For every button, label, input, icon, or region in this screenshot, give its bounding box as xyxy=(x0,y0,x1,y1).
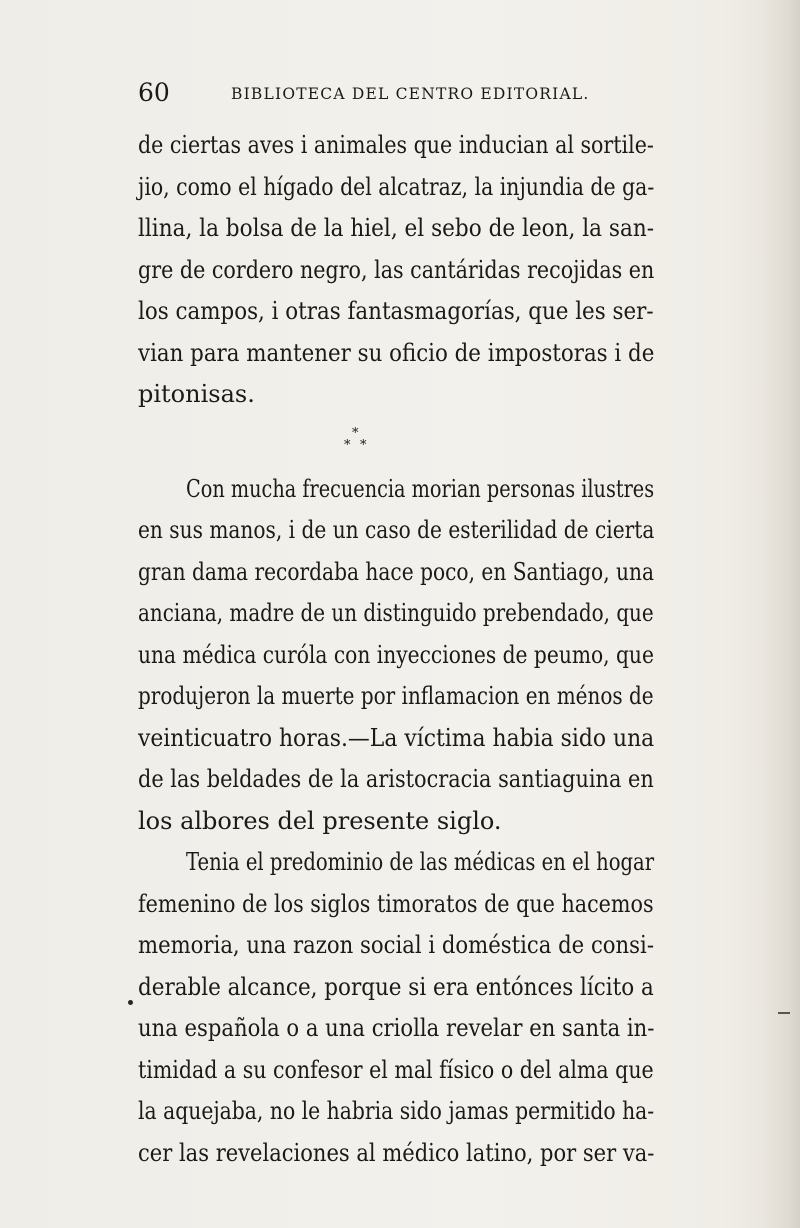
asterism-star: * xyxy=(352,426,359,441)
text-line: memoria, una razon social i doméstica de consi- xyxy=(138,931,654,959)
text-line: Tenia el predominio de las médicas en el hogar xyxy=(186,848,655,876)
asterism-star: * xyxy=(360,438,367,453)
text-line: los campos, i otras fantasmagorías, que les ser- xyxy=(138,297,654,325)
text-line: jio, como el hígado del alcatraz, la injundia de ga- xyxy=(138,173,655,201)
page-edge-shadow xyxy=(760,0,800,1228)
text-line: derable alcance, porque si era entónces lícito a xyxy=(138,973,654,1001)
text-line: vian para mantener su oficio de impostoras i de xyxy=(138,339,655,367)
text-line: gre de cordero negro, las cantáridas recojidas en xyxy=(138,256,655,284)
text-line: produjeron la muerte por inflamacion en ménos de xyxy=(138,682,654,710)
text-line: una médica curóla con inyecciones de peumo, que xyxy=(138,641,654,669)
text-line: los albores del presente siglo. xyxy=(138,807,502,835)
text-line: de ciertas aves i animales que inducian al sortile- xyxy=(138,131,654,159)
text-line: llina, la bolsa de la hiel, el sebo de leon, la san- xyxy=(138,214,655,242)
asterism-star: * xyxy=(344,438,351,453)
text-line: de las beldades de la aristocracia santiaguina en xyxy=(138,765,654,793)
text-line: Con mucha frecuencia morian personas ilustres xyxy=(186,475,655,503)
text-line: timidad a su confesor el mal físico o del alma que xyxy=(138,1056,654,1084)
text-line: una española o a una criolla revelar en santa in- xyxy=(138,1014,655,1042)
text-line: pitonisas. xyxy=(138,380,255,408)
page-number: 60 xyxy=(138,78,170,107)
text-line: la aquejaba, no le habria sido jamas permitido ha- xyxy=(138,1097,655,1125)
text-line: femenino de los siglos timoratos de que hacemos xyxy=(138,890,654,918)
asterism-separator xyxy=(344,428,374,458)
running-title: BIBLIOTECA DEL CENTRO EDITORIAL. xyxy=(231,85,590,103)
text-line: gran dama recordaba hace poco, en Santiago, una xyxy=(138,558,655,586)
margin-ink-mark xyxy=(778,1012,790,1014)
text-line: veinticuatro horas.—La víctima habia sido una xyxy=(138,724,655,752)
page-header xyxy=(138,78,618,108)
margin-ink-dot xyxy=(128,1000,133,1005)
text-line: anciana, madre de un distinguido prebendado, que xyxy=(138,599,654,627)
text-line: cer las revelaciones al médico latino, por ser va- xyxy=(138,1139,655,1167)
text-line: en sus manos, i de un caso de esterilidad de cierta xyxy=(138,516,655,544)
